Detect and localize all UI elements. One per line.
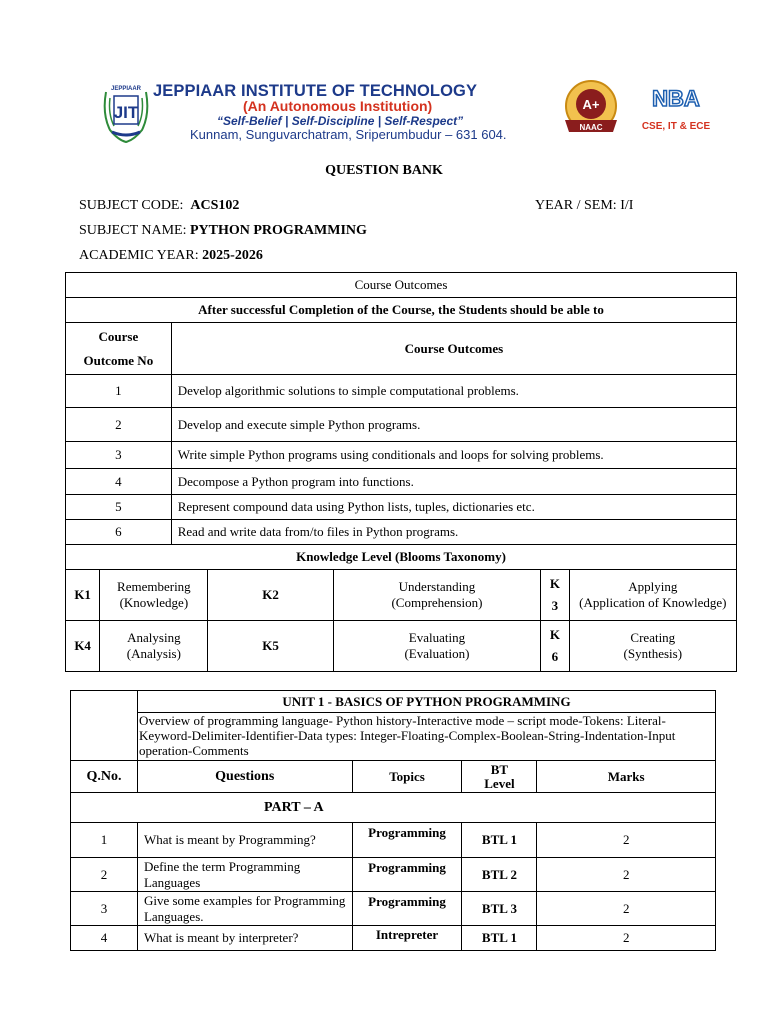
subject-name-line: SUBJECT NAME: PYTHON PROGRAMMING bbox=[79, 223, 367, 238]
institute-motto: “Self-Belief | Self-Discipline | Self-Respect” bbox=[217, 114, 464, 128]
part-a-heading: PART – A bbox=[71, 793, 716, 823]
academic-year-line: ACADEMIC YEAR: 2025-2026 bbox=[79, 248, 263, 263]
svg-text:NAAC: NAAC bbox=[579, 123, 603, 132]
co-row: 4 Decompose a Python program into functions. bbox=[66, 469, 737, 495]
co-no-header: Course Outcome No bbox=[66, 323, 172, 375]
co-heading: Course Outcomes bbox=[66, 273, 737, 298]
year-sem: I/I bbox=[620, 198, 634, 213]
subject-code-line: SUBJECT CODE: ACS102 bbox=[79, 198, 240, 213]
svg-text:A+: A+ bbox=[582, 97, 600, 112]
co-row: 2 Develop and execute simple Python programs. bbox=[66, 408, 737, 442]
co-row: 5 Represent compound data using Python lists, tuples, dictionaries etc. bbox=[66, 495, 737, 520]
subject-name: PYTHON PROGRAMMING bbox=[189, 223, 367, 238]
unit-questions-table bbox=[70, 690, 716, 951]
question-row: 3 Give some examples for Programming Languages. Programming BTL 3 2 bbox=[71, 892, 716, 926]
svg-text:NBA: NBA bbox=[652, 86, 700, 111]
co-outcome-header: Course Outcomes bbox=[171, 323, 736, 375]
naac-seal bbox=[557, 80, 625, 136]
year-sem-line: YEAR / SEM: I/I bbox=[535, 198, 634, 213]
jit-logo bbox=[100, 80, 152, 146]
question-row: 1 What is meant by Programming? Programming BTL 1 2 bbox=[71, 823, 716, 858]
svg-text:JIT: JIT bbox=[113, 103, 139, 122]
co-row: 3 Write simple Python programs using conditionals and loops for solving problems. bbox=[66, 442, 737, 469]
course-outcomes-table bbox=[65, 272, 737, 672]
co-intro: After successful Completion of the Course, the Students should be able to bbox=[66, 298, 737, 323]
co-row: 6 Read and write data from/to files in Python programs. bbox=[66, 520, 737, 545]
unit-syllabus: Overview of programming language- Python history-Interactive mode – script mode-Tokens: Literal-Keyword-Delimiter-Identifier-Data types: Integer-Floating-Complex-Boolean-String-Indentation-Input operation-Comments bbox=[137, 713, 715, 761]
co-row: 1 Develop algorithmic solutions to simple computational problems. bbox=[66, 375, 737, 408]
unit-header-row: Q.No. Questions Topics BT Level Marks bbox=[71, 761, 716, 793]
institute-name: JEPPIAAR INSTITUTE OF TECHNOLOGY bbox=[153, 82, 478, 100]
nba-logo bbox=[638, 84, 714, 136]
document-title: QUESTION BANK bbox=[325, 163, 443, 178]
question-row: 2 Define the term Programming Languages Programming BTL 2 2 bbox=[71, 858, 716, 892]
svg-text:CSE, IT & ECE: CSE, IT & ECE bbox=[641, 121, 711, 132]
institute-address: Kunnam, Sunguvarchatram, Sriperumbudur – 631 604. bbox=[190, 127, 507, 142]
knowledge-level-heading: Knowledge Level (Blooms Taxonomy) bbox=[66, 545, 737, 570]
academic-year: 2025-2026 bbox=[202, 248, 263, 263]
logo-text: JEPPIAAR bbox=[110, 86, 142, 92]
knowledge-row: K1 Remembering (Knowledge) K2 Understanding (Comprehension) K 3 Applying (Application of Knowledge) bbox=[66, 570, 737, 621]
question-row: 4 What is meant by interpreter? Intrepreter BTL 1 2 bbox=[71, 926, 716, 951]
institute-subtitle: (An Autonomous Institution) bbox=[243, 98, 433, 114]
unit-title: UNIT 1 - BASICS OF PYTHON PROGRAMMING bbox=[137, 691, 715, 713]
knowledge-row: K4 Analysing (Analysis) K5 Evaluating (Evaluation) K 6 Creating (Synthesis) bbox=[66, 621, 737, 672]
subject-code: ACS102 bbox=[190, 198, 240, 213]
